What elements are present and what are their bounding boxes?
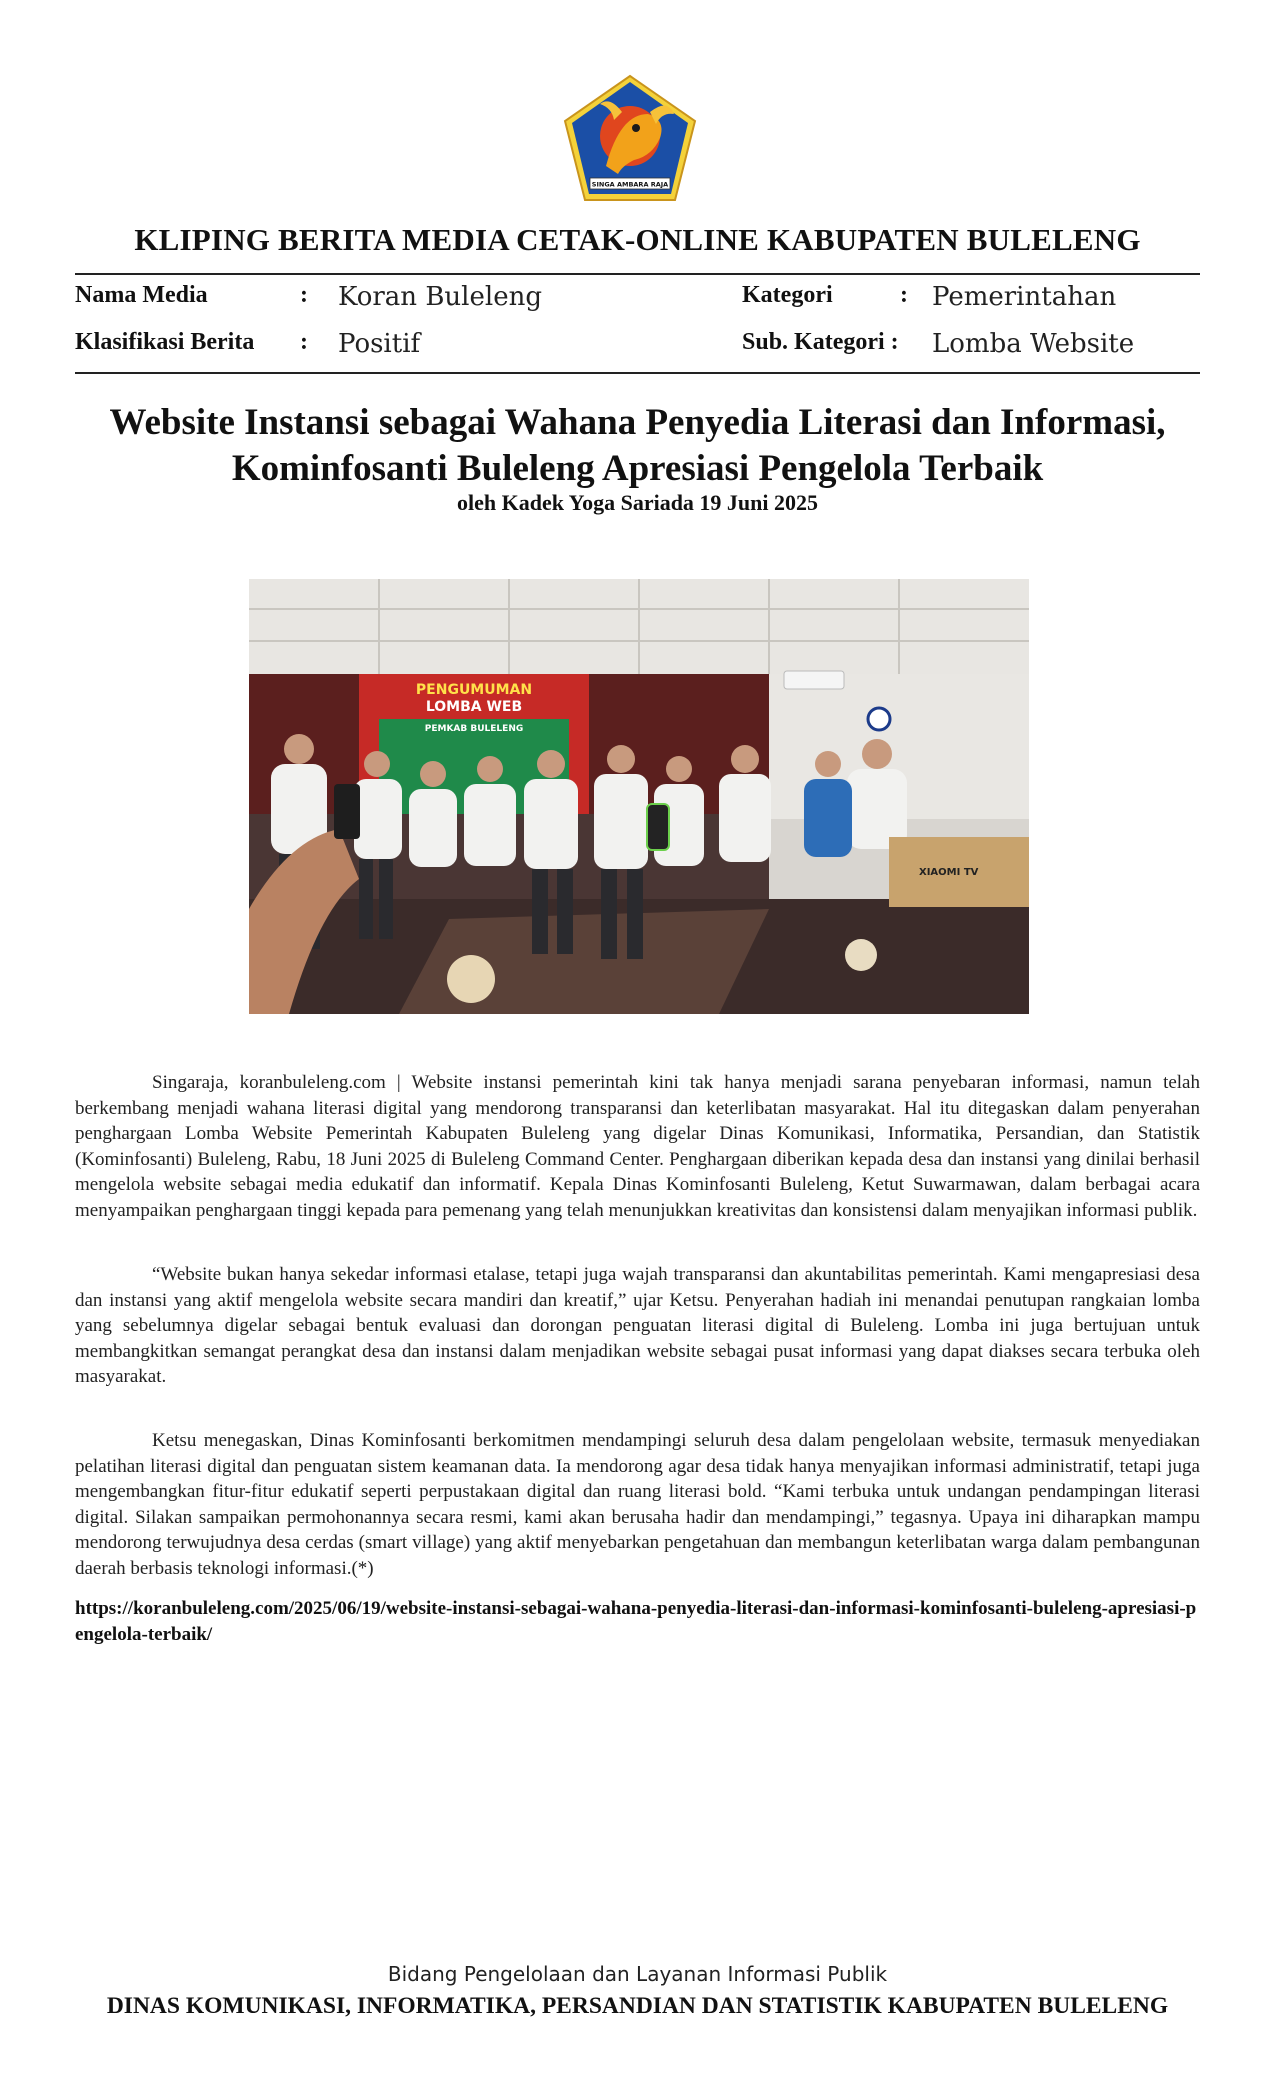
tv-box-label: XIAOMI TV bbox=[919, 867, 979, 878]
kategori-label: Kategori bbox=[742, 282, 833, 308]
kategori-value: Pemerintahan bbox=[932, 282, 1117, 312]
sub-kategori-label: Sub. Kategori : bbox=[742, 329, 899, 355]
article-paragraph-2: “Website bukan hanya sekedar informasi etalase, tetapi juga wajah transparansi dan akuntabilitas pemerintah. Kami mengapresiasi desa dan instansi yang aktif mengelola website secara mandiri dan kreatif,” ujar Ketsu. Penyerahan hadiah ini menandai penutupan rangkaian lomba yang sebelumnya digelar sebagai bentuk evaluasi dan dorongan penguatan literasi digital di Buleleng. Lomba ini juga bertujuan untuk membangkitkan semangat perangkat desa dan instansi dalam menjadikan website sebagai pusat informasi yang dapat diakses secara terbuka oleh masyarakat. bbox=[75, 1264, 1200, 1387]
nama-media-colon: : bbox=[300, 282, 308, 308]
headline-line-2: Kominfosanti Buleleng Apresiasi Pengelola Terbaik bbox=[231, 448, 1044, 489]
article-paragraph-3: Ketsu menegaskan, Dinas Kominfosanti berkomitmen mendampingi seluruh desa dalam pengelolaan website, termasuk menyediakan pelatihan literasi digital dan penguatan sistem keamanan data. Ia mendorong agar desa tidak hanya menyajikan informasi administratif, tetapi juga mengembangkan fitur-fitur edukatif seperti perpustakaan digital dan ruang literasi bold. “Kami terbuka untuk undangan pendampingan literasi digital. Silakan sampaikan permohonannya secara resmi, kami akan berusaha hadir dan mendampingi,” tegasnya. Upaya ini diharapkan mampu mendorong terwujudnya desa cerdas (smart village) yang aktif menyebarkan pengetahuan dan membangun keterlibatan warga dalam pembangunan daerah berbasis teknologi informasi.(*) bbox=[75, 1430, 1200, 1579]
buleleng-regency-logo bbox=[562, 74, 698, 202]
headline-line-1: Website Instansi sebagai Wahana Penyedia Literasi dan Informasi, bbox=[109, 402, 1166, 443]
article-paragraph-1: Singaraja, koranbuleleng.com | Website instansi pemerintah kini tak hanya menjadi sarana penyebaran informasi, namun telah berkembang menjadi wahana literasi digital yang mendorong transparansi dan keterlibatan masyarakat. Hal itu ditegaskan dalam penyerahan penghargaan Lomba Website Pemerintah Kabupaten Buleleng yang digelar Dinas Komunikasi, Informatika, Persandian, dan Statistik (Kominfosanti) Buleleng, Rabu, 18 Juni 2025 di Buleleng Command Center. Penghargaan diberikan kepada desa dan instansi yang dinilai berhasil mengelola website sebagai media edukatif dan informatif. Kepala Dinas Kominfosanti Buleleng, Ketut Suwarmawan, dalam berbagai acara menyampaikan penghargaan tinggi kepada para pemenang yang telah menunjukkan kreativitas dan konsistensi dalam menyajikan informasi publik. bbox=[75, 1072, 1200, 1221]
klasifikasi-value: Positif bbox=[338, 329, 421, 359]
divider-top bbox=[75, 273, 1200, 275]
sub-kategori-value: Lomba Website bbox=[932, 329, 1135, 359]
source-url-link[interactable]: https://koranbuleleng.com/2025/06/19/website-instansi-sebagai-wahana-penyedia-literasi-dan-informasi-kominfosanti-buleleng-apresiasi-pengelola-terbaik/ bbox=[75, 1598, 1197, 1645]
screen-title-2: LOMBA WEB bbox=[425, 699, 523, 715]
screen-title-1: PENGUMUMAN bbox=[415, 682, 533, 698]
article-photo bbox=[249, 579, 1029, 1014]
nama-media-label: Nama Media bbox=[75, 282, 208, 308]
footer-department: Bidang Pengelolaan dan Layanan Informasi Publik bbox=[387, 1962, 888, 1986]
document-title: KLIPING BERITA MEDIA CETAK-ONLINE KABUPATEN BULELENG bbox=[134, 222, 1141, 257]
article-byline: oleh Kadek Yoga Sariada 19 Juni 2025 bbox=[456, 490, 819, 515]
footer-agency: DINAS KOMUNIKASI, INFORMATIKA, PERSANDIAN DAN STATISTIK KABUPATEN BULELENG bbox=[106, 1993, 1169, 2019]
nama-media-value: Koran Buleleng bbox=[338, 282, 542, 312]
screen-title-3: PEMKAB BULELENG bbox=[424, 724, 524, 734]
klasifikasi-colon: : bbox=[300, 329, 308, 355]
divider-bottom bbox=[75, 372, 1200, 374]
kategori-colon: : bbox=[900, 282, 908, 308]
klasifikasi-label: Klasifikasi Berita bbox=[75, 329, 255, 355]
article-headline bbox=[75, 400, 1200, 492]
logo-caption: SINGA AMBARA RAJA bbox=[591, 180, 669, 189]
